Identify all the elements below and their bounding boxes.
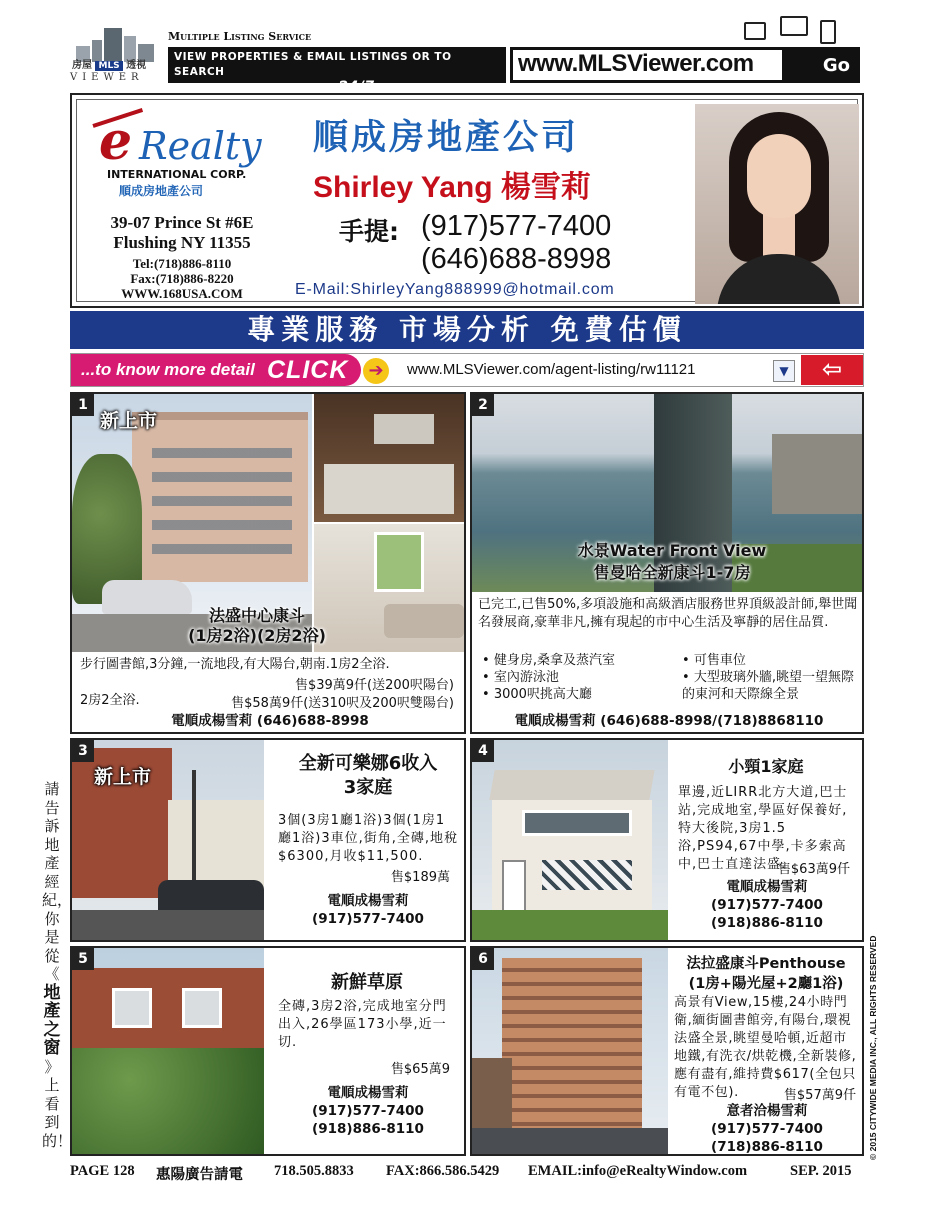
devices-icon	[740, 16, 860, 48]
listing-5-title: 新鮮草原	[331, 972, 403, 993]
agent-email[interactable]: E-Mail:ShirleyYang888999@hotmail.com	[295, 281, 615, 298]
mobile-phone-1: (917)577-7400	[421, 210, 612, 242]
listing-number: 6	[472, 948, 494, 970]
mls-tagline-line1: VIEW PROPERTIES & EMAIL LISTINGS OR TO SEARCH	[174, 51, 452, 78]
listing-number: 2	[472, 394, 494, 416]
logo-realty-word: Realty	[139, 124, 262, 168]
amenity-item: • 健身房,桑拿及蒸汽室	[482, 652, 672, 669]
listing-1-price1: 售$39萬9仟(送200呎陽台)	[294, 678, 454, 693]
copyright-notice: © 2015 CITYWIDE MEDIA INC., ALL RIGHTS RESERVED	[868, 935, 878, 1160]
office-tel: Tel:(718)886-8110	[132, 256, 232, 271]
footer-ad: 惠陽廣告請電	[156, 1167, 243, 1183]
page-number: PAGE 128	[70, 1163, 135, 1179]
listing-1-price2: 售$58萬9仟(送310呎及200呎雙陽台)	[231, 696, 454, 711]
office-fax: Fax:(718)886-8220	[130, 271, 234, 286]
issue-date: SEP. 2015	[790, 1163, 852, 1179]
listing-number: 5	[72, 948, 94, 970]
logo-viewer-text: VIEWER	[70, 72, 144, 83]
listing-1[interactable]	[70, 392, 466, 734]
footer-email[interactable]: EMAIL:info@eRealtyWindow.com	[528, 1163, 748, 1179]
mobile-phone-2: (646)688-8998	[421, 243, 612, 275]
listing-number: 4	[472, 740, 494, 762]
listing-6-contact: 意者洽楊雪莉 (917)577-7400 (718)886-8110	[711, 1103, 823, 1155]
side-note-part2: 上看到的！	[42, 1076, 73, 1150]
agent-name: Shirley Yang 楊雪莉	[313, 171, 591, 204]
listing-2-desc: 已完工,已售50%,多項設施和高級酒店服務世界頂級設計師,舉世聞名發展商,豪華非凡,擁有現起的市中心生活及寧靜的居住品質.	[478, 597, 858, 630]
listing-3[interactable]	[70, 738, 466, 942]
amenity-item: • 大型玻璃外牆,眺望一望無際的東河和天際線全景	[682, 669, 862, 703]
agent-listing-url[interactable]: www.MLSViewer.com/agent-listing/rw11121	[407, 361, 696, 378]
listing-4-title: 小頸1家庭	[728, 757, 804, 776]
agent-card	[70, 93, 864, 308]
logo-tag-mls: MLS	[95, 61, 122, 71]
amenity-item: • 可售車位	[682, 652, 862, 669]
mls-tagline	[168, 47, 506, 95]
listing-2[interactable]	[470, 392, 864, 734]
new-listing-badge: 新上市	[94, 766, 152, 788]
listing-3-title: 全新可樂娜6收入 3家庭	[298, 753, 438, 798]
mls-viewer-logo	[70, 20, 165, 86]
side-note-part1: 請告訴地產經紀，你是從	[42, 780, 73, 965]
click-bar[interactable]	[70, 353, 864, 387]
listing-2-amenities-right	[682, 652, 862, 703]
listing-6-photo	[472, 948, 668, 1154]
agent-photo	[695, 104, 859, 304]
agent-address	[87, 213, 277, 253]
listing-5-photo	[72, 948, 264, 1154]
mls-banner	[70, 20, 860, 95]
arrow-right-icon[interactable]: ➔	[363, 358, 389, 384]
listing-2-contact: 電順成楊雪莉 (646)688-8998/(718)8868110	[514, 713, 824, 729]
listing-5-contact: 電順成楊雪莉 (917)577-7400 (918)886-8110	[312, 1085, 424, 1137]
listing-1-caption: 法盛中心康斗 (1房2浴)(2房2浴)	[188, 606, 326, 645]
listing-2-amenities-left	[482, 652, 672, 703]
company-name-cn: 順成房地產公司	[313, 118, 580, 158]
click-prompt: ...to know more detail	[81, 360, 255, 379]
listing-5-desc: 全磚,3房2浴,完成地室分門出入,26學區173小學,近一切.	[278, 999, 447, 1050]
logo-tag-right: 透視	[126, 60, 147, 71]
listing-5-price: 售$65萬9	[390, 1062, 450, 1077]
logo-cn: 順成房地產公司	[119, 184, 204, 198]
side-note-publication: 地產之窗	[43, 982, 61, 1058]
footer-fax: FAX:866.586.5429	[386, 1163, 500, 1179]
listing-number: 1	[72, 394, 94, 416]
logo-corp: INTERNATIONAL CORP.	[107, 168, 247, 181]
mls-tagline-line2: ANY SERVICE PROVIDERS 24/7 A DAY, 365 DAYS	[174, 79, 484, 95]
logo-tag-left: 房屋	[72, 60, 92, 71]
listing-4-price: 售$63萬9仟	[777, 862, 850, 877]
new-listing-badge: 新上市	[100, 410, 158, 432]
footer-phone: 718.505.8833	[274, 1163, 354, 1179]
listing-5[interactable]	[70, 946, 466, 1156]
mobile-label: 手提:	[339, 217, 399, 246]
listing-6-desc: 高景有View,15樓,24小時門衛,緬街圖書館旁,有陽台,環視法盛全景,眺望曼哈頓,近超市地鐵,有洗衣/烘乾機,全新裝修,應有盡有,維持費$617(全包只有電不包).	[674, 995, 857, 1100]
listing-1-desc1: 步行圖書館,3分鐘,一流地段,有大陽台,朝南.1房2全浴.	[80, 657, 390, 672]
service-banner: 專業服務 市場分析 免費估價	[70, 311, 864, 349]
erealty-logo-icon: e	[93, 122, 153, 166]
amenity-item: • 室內游泳池	[482, 669, 672, 686]
listing-3-contact: 電順成楊雪莉 (917)577-7400	[312, 893, 424, 927]
listing-1-desc2: 2房2全浴.	[80, 693, 140, 708]
listing-number: 3	[72, 740, 94, 762]
listing-6-title: 法拉盛康斗Penthouse (1房+陽光屋+2廳1浴)	[686, 956, 846, 992]
amenity-item: • 3000呎挑高大廳	[482, 686, 672, 703]
mls-url-link[interactable]: www.MLSViewer.com	[518, 50, 754, 77]
side-note: 請告訴地產經紀，你是從 《 地產之窗 》 上看到的！	[42, 780, 73, 1150]
office-web[interactable]: WWW.168USA.COM	[121, 286, 243, 301]
listing-3-desc: 3個(3房1廳1浴)3個(1房1廳1浴)3車位,街角,全磚,地稅$6300,月收$11,500.	[278, 813, 459, 864]
go-button[interactable]: Go	[782, 47, 860, 83]
chevron-down-icon[interactable]: ▼	[773, 360, 795, 382]
listing-4[interactable]	[470, 738, 864, 942]
address-line2: Flushing NY 11355	[113, 233, 251, 252]
listing-6-price: 售$57萬9仟	[783, 1088, 856, 1103]
listing-1-contact: 電順成楊雪莉 (646)688-8998	[171, 713, 369, 729]
listing-4-contact: 電順成楊雪莉 (917)577-7400 (918)886-8110	[711, 879, 823, 931]
listing-4-desc: 單邊,近LIRR北方大道,巴士站,完成地室,學區好保養好,特大後院,3房1.5浴,PS94,67中學,卡多索高中,巴士直達法盛.	[678, 785, 848, 872]
agent-office-contact	[87, 256, 277, 301]
listing-6[interactable]	[470, 946, 864, 1156]
listing-3-price: 售$189萬	[390, 870, 450, 885]
listing-1-kitchen-photo	[314, 394, 466, 522]
address-line1: 39-07 Prince St #6E	[110, 213, 254, 232]
listing-4-photo	[472, 740, 668, 940]
listing-2-caption: 水景Water Front View 售曼哈全新康斗1-7房	[577, 541, 767, 582]
page-footer	[70, 1163, 864, 1187]
mls-title: Multiple Listing Service	[168, 30, 312, 43]
click-button[interactable]: CLICK	[267, 356, 349, 384]
back-arrow-button[interactable]: ⇦	[801, 355, 863, 385]
